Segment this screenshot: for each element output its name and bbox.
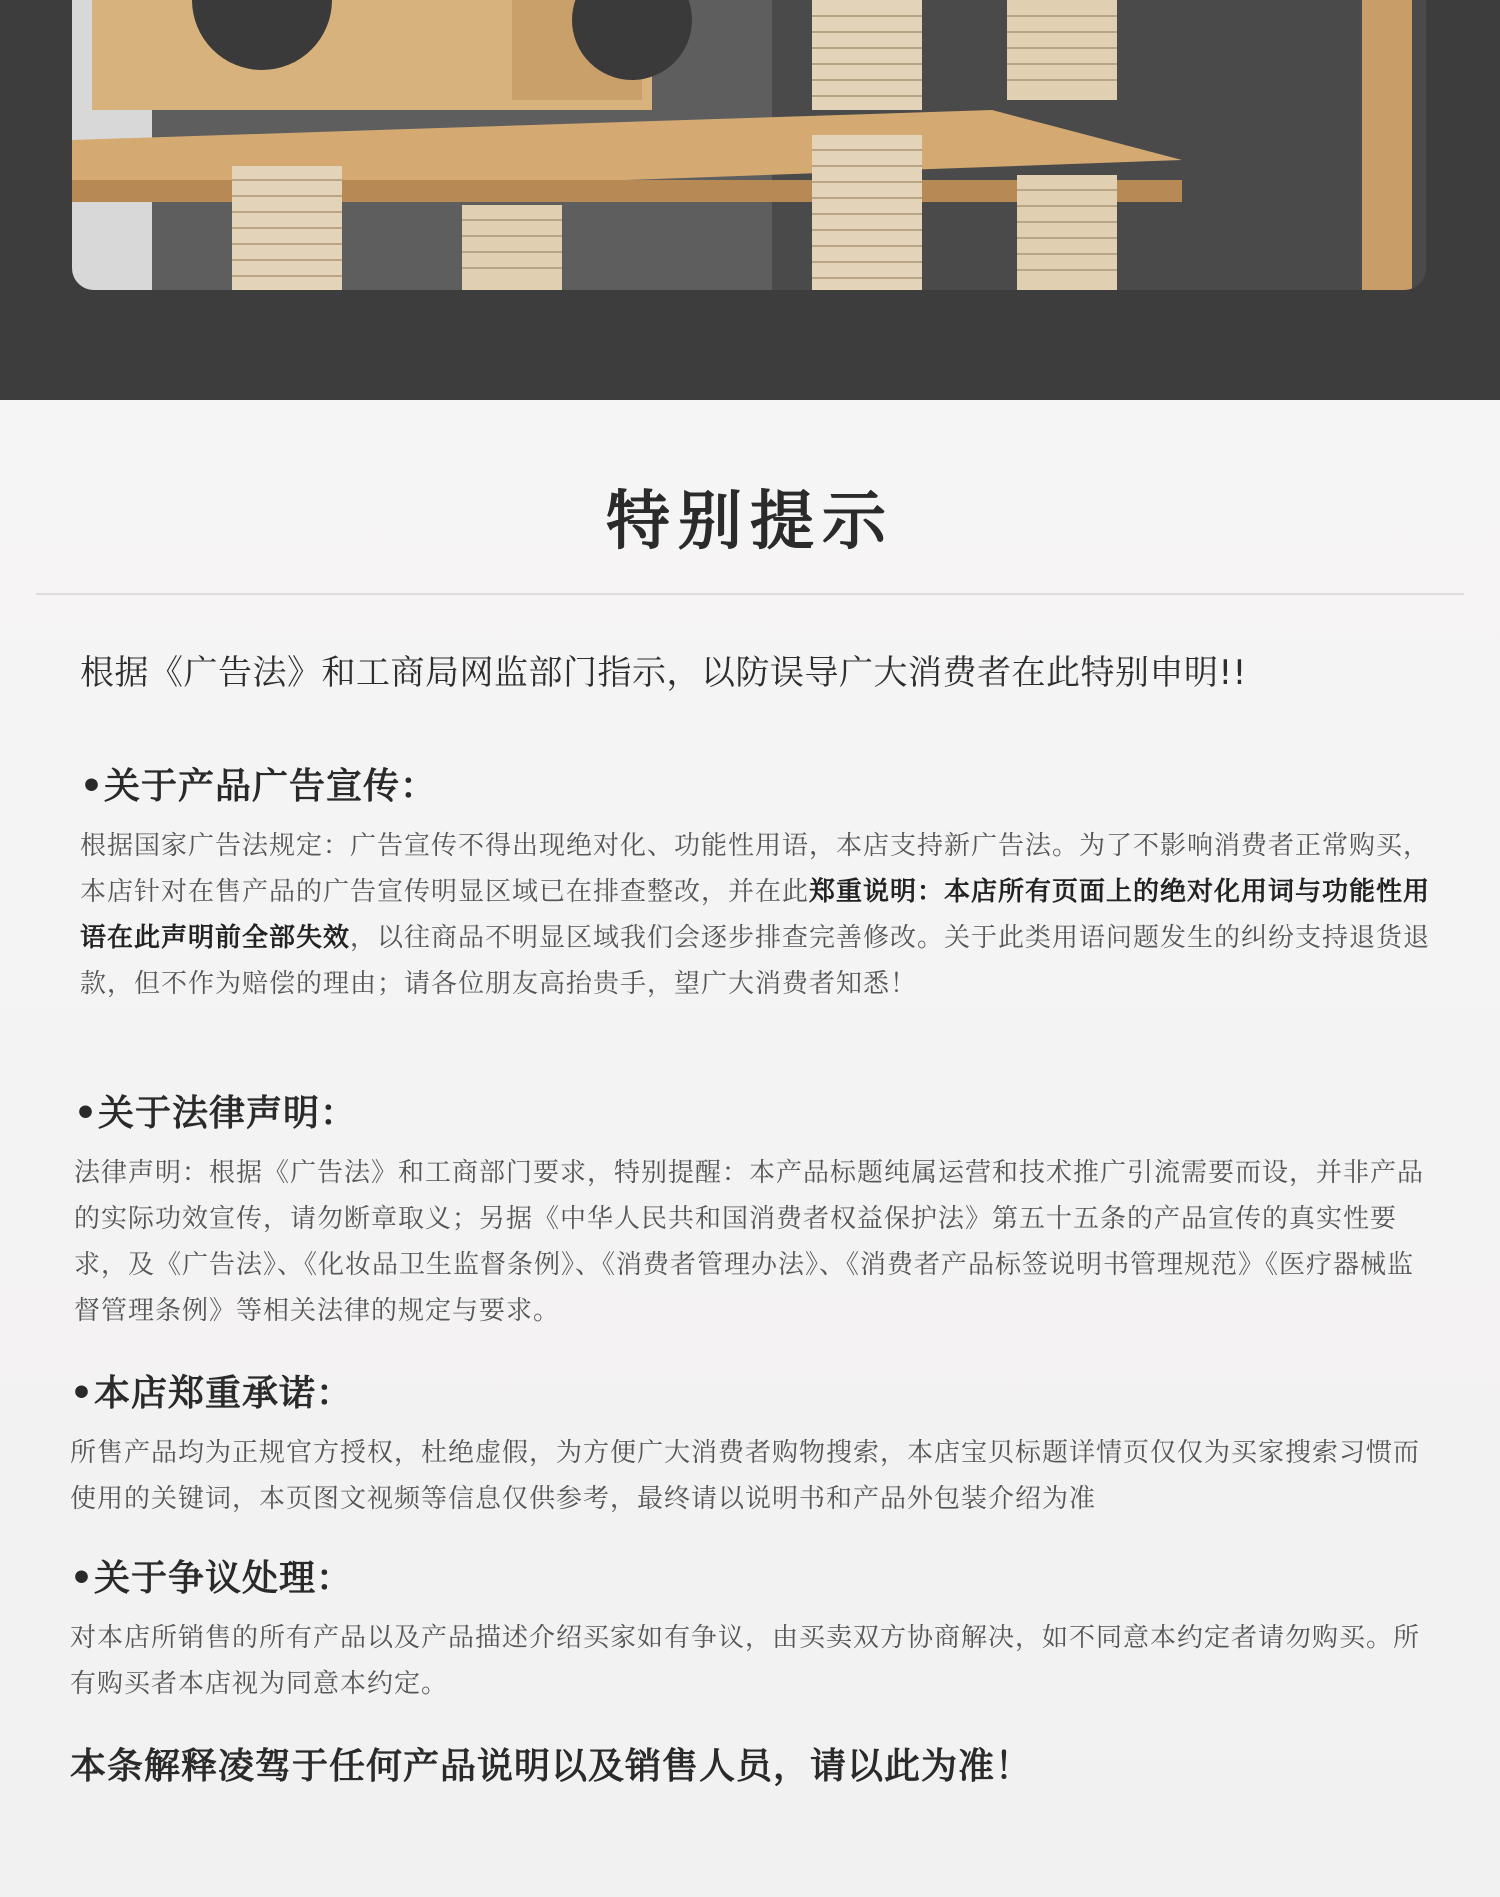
notice-title: 特别提示 (606, 485, 894, 559)
section-heading: •关于法律声明： (74, 1093, 358, 1134)
product-photo (72, 0, 1426, 290)
section-text: 根据国家广告法规定：广告宣传不得出现绝对化、功能性用语，本店支持新广告法。为了不影响消费者正常购买，本店针对在售产品的广告宣传明显区域已在排查整改，并在此 (80, 831, 1431, 907)
notice-intro: 根据《广告法》和工商局网监部门指示，以防误导广大消费者在此特别申明!! (80, 653, 1247, 693)
cat-tree-illustration (72, 0, 1426, 290)
product-photo-section (0, 0, 1500, 400)
section-text: ，以往商品不明显区域我们会逐步排查完善修改。关于此类用语问题发生的纠纷支持退货退款，但不作为赔偿的理由；请各位朋友高抬贵手，望广大消费者知悉！ (80, 923, 1431, 999)
section-text-bold: 郑重说明：本店所有页面上的绝对化用词与功能性用语在此声明前全部失效 (80, 877, 1431, 953)
section-body (80, 823, 1440, 1007)
section-store-commitment (70, 1365, 1440, 1522)
title-divider (36, 593, 1464, 595)
section-heading: •本店郑重承诺： (70, 1373, 354, 1414)
section-body: 法律声明：根据《广告法》和工商部门要求，特别提醒：本产品标题纯属运营和技术推广引流需要而设，并非产品的实际功效宣传，请勿断章取义；另据《中华人民共和国消费者权益保护法》第五十五条的产品宣传的真实性要求，及《广告法》、《化妆品卫生监督条例》、《消费者管理办法》、《消费者产品标签说明书管理规范》《医疗器械监督管理条例》等相关法律的规定与要求。 (74, 1158, 1425, 1326)
section-body: 对本店所销售的所有产品以及产品描述介绍买家如有争议，由买卖双方协商解决，如不同意本约定者请勿购买。所有购买者本店视为同意本约定。 (70, 1623, 1421, 1699)
section-body: 所售产品均为正规官方授权，杜绝虚假，为方便广大消费者购物搜索，本店宝贝标题详情页仅仅为买家搜索习惯而使用的关键词，本页图文视频等信息仅供参考，最终请以说明书和产品外包装介绍为准 (70, 1438, 1421, 1514)
section-dispute-handling (70, 1550, 1440, 1707)
section-ad-promotion (80, 758, 1440, 1007)
section-legal-statement (74, 1085, 1440, 1334)
section-heading: •关于产品广告宣传： (80, 766, 438, 807)
section-heading: •关于争议处理： (70, 1558, 354, 1599)
closing-statement: 本条解释凌驾于任何产品说明以及销售人员，请以此为准！ (70, 1746, 1033, 1787)
special-notice-panel (0, 400, 1500, 1897)
